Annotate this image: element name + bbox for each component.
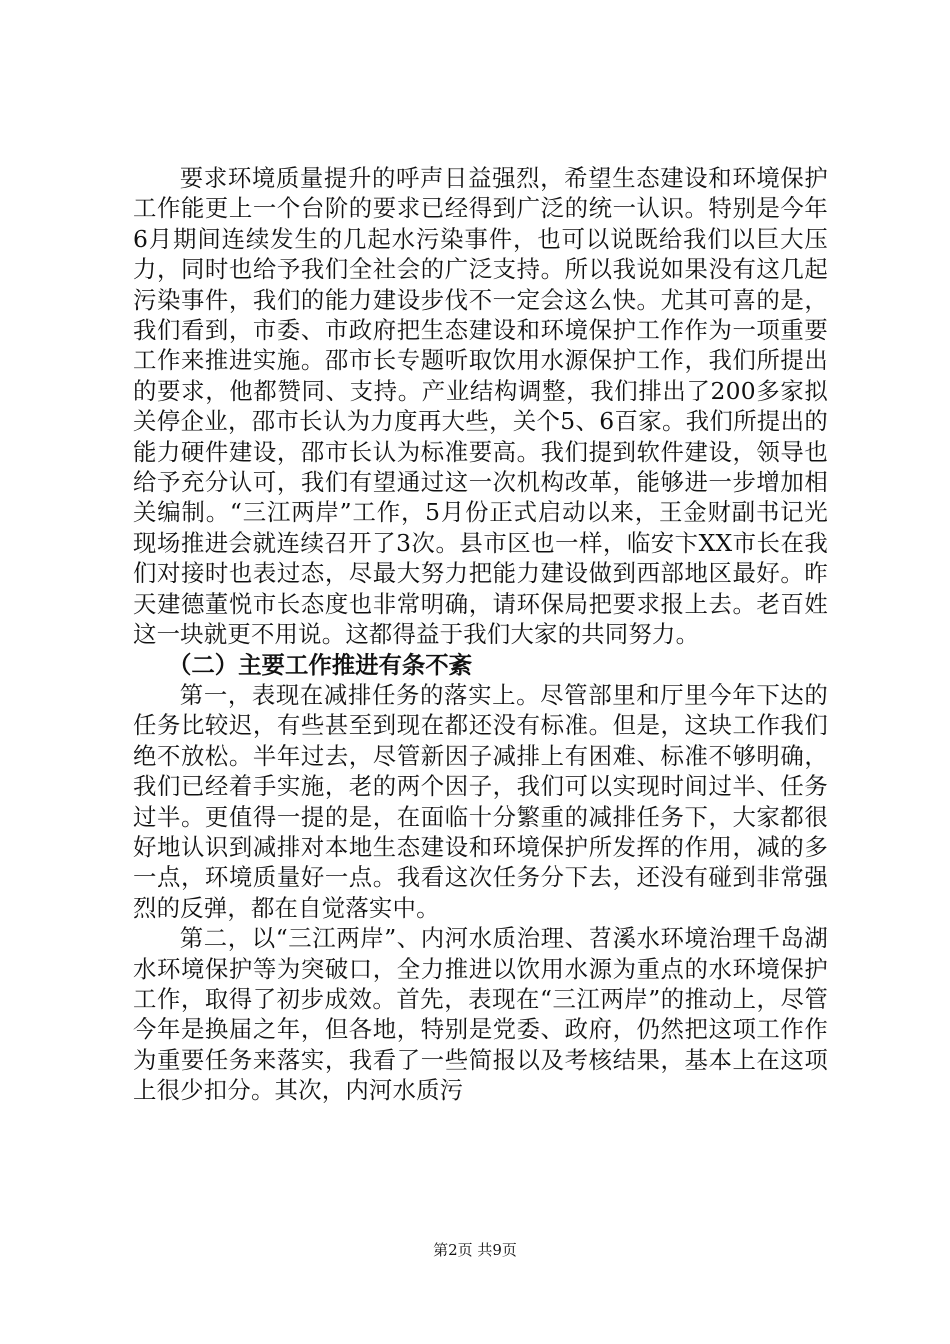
document-body	[133, 163, 828, 1106]
section-heading: （二）主要工作推进有条不紊	[168, 650, 473, 679]
paragraph-first: 第一，表现在减排任务的落实上。尽管部里和厅里今年下达的任务比较迟，有些甚至到现在都还没有标准。但是，这块工作我们绝不放松。半年过去，尽管新因子减排上有困难、标准不够明确，我们已经着手实施，老的两个因子，我们可以实现时间过半、任务过半。更值得一提的是，在面临十分繁重的减排任务下，大家都很好地认识到减排对本地生态建设和环境保护所发挥的作用，减的多一点，环境质量好一点。我看这次任务分下去，还没有碰到非常强烈的反弹，都在自觉落实中。	[133, 680, 828, 922]
paragraph-support: 要求环境质量提升的呼声日益强烈，希望生态建设和环境保护工作能更上一个台阶的要求已经得到广泛的统一认识。特别是今年6月期间连续发生的几起水污染事件，也可以说既给我们以巨大压力，同时也给予我们全社会的广泛支持。所以我说如果没有这几起污染事件，我们的能力建设步伐不一定会这么快。尤其可喜的是，我们看到，市委、市政府把生态建设和环境保护工作作为一项重要工作来推进实施。邵市长专题听取饮用水源保护工作，我们所提出的要求，他都赞同、支持。产业结构调整，我们排出了200多家拟关停企业，邵市长认为力度再大些，关个5、6百家。我们所提出的能力硬件建设，邵市长认为标准要高。我们提到软件建设，领导也给予充分认可，我们有望通过这一次机构改革，能够进一步增加相关编制。“三江两岸”工作，5月份正式启动以来，王金财副书记光现场推进会就连续召开了3次。县市区也一样，临安卞XX市长在我们对接时也表过态，尽最大努力把能力建设做到西部地区最好。昨天建德董悦市长态度也非常明确，请环保局把要求报上去。老百姓这一块就更不用说。这都得益于我们大家的共同努力。	[133, 164, 828, 649]
paragraph-second: 第二，以“三江两岸”、内河水质治理、苕溪水环境治理千岛湖水环境保护等为突破口，全力推进以饮用水源为重点的水环境保护工作，取得了初步成效。首先，表现在“三江两岸”的推动上，尽管今年是换届之年，但各地，特别是党委、政府，仍然把这项工作作为重要任务来落实，我看了一些简报以及考核结果，基本上在这项上很少扣分。其次，内河水质污	[133, 924, 828, 1105]
page-footer: 第2页 共9页	[433, 1241, 517, 1259]
